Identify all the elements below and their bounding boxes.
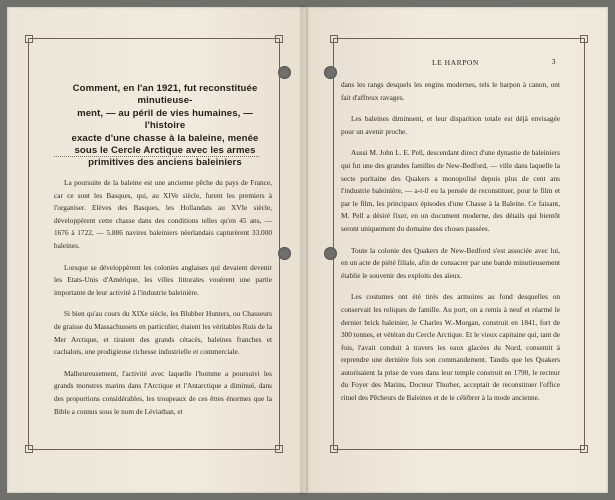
punch-hole xyxy=(278,247,291,260)
paragraph: Malheureusement, l'activité avec laquelle l'homme a poursuivi les grands monstres marins dans l'Arctique et l'Antarctique a diminué, dans des proportions considérables, les troupeaux de ces êtres énormes que la Bible a connus sous le nom de Léviathan, et xyxy=(54,368,272,416)
running-title: LE HARPON xyxy=(432,58,479,67)
paragraph: La poursuite de la baleine est une ancienne pêche du pays de France, car ce sont les Basques, qui, au XIVe siècle, furent les premiers à l'organiser. Elèves des Basques, les Hollandais au XVIe siècle, développèrent cette chasse dans des conditions telles qu'en 45 ans, — 1676 à 1722, — 5.886 navires baleiniers néerlandais capturèrent 33.000 baleines. xyxy=(54,178,272,250)
running-head xyxy=(340,56,560,72)
paragraph: Aussi M. John L. E. Pell, descendant direct d'une dynastie de baleiniers qui fut une des grandes familles de New-Bedford, — ville dans laquelle la secte puritaine des Quakers a monopolisé depuis plus de cent ans l'industrie baleinière, — a-t-il eu la pensée de reconstituer, pour le film et par le film, les principaux épisodes d'une Chasse à la Baleine. Ce faisant, M. Pell a désiré fixer, en un document moderne, des détails qui bientôt seront uniquement du domaine des choses passées. xyxy=(341,148,560,233)
paragraph: Si bien qu'au cours du XIXe siècle, les Blubber Hunters, ou Chasseurs de graisse du Massachussets en particulier, étaient les véritables Rois de la Mer Arctique, et tiraient des grands cétacés, baleines franches et cachalots, une prodigieuse richesse industrielle et commerciale. xyxy=(54,309,272,357)
paragraph: Les costumes ont été tirés des armoires au fond desquelles on conservait les reliques de famille. Au port, on a remis à neuf et réarmé le dernier brick baleinier, le Charles W.-Morgan, construit en 1841, fort de 300 tonnes, et vétéran du Cercle Arctique. Et le vieux capitaine qui, tant de fois, l'avait conduit à travers les eaux glacées du Nord, consentit à reprendre une dernière fois son commandement. Tandis que les Quakers autorisaient la prise de vues dans leur temple construit en 1790, le recteur du Foyer des Marins, Docteur Thurber, acceptait de reconstituer l'office rituel des Pêcheurs de Baleines et de le célébrer à la mode ancienne. xyxy=(341,292,560,403)
dotted-separator xyxy=(54,156,259,157)
title-line: exacte d'une chasse à la baleine, menée xyxy=(71,132,259,144)
title-line: Comment, en l'an 1921, fut reconstituée minutieuse- xyxy=(72,83,258,107)
title-line: sous le Cercle Arctique avec les armes xyxy=(74,145,256,157)
punch-hole xyxy=(324,247,337,260)
paragraph: Les baleines diminuent, et leur disparition totale est déjà envisagée pour un avenir proche. xyxy=(341,114,560,136)
right-body-text xyxy=(341,79,560,414)
page-number: 3 xyxy=(551,57,556,66)
title-line: primitives des anciens baleiniers xyxy=(88,157,242,169)
fold-shadow xyxy=(300,5,310,495)
paragraph: dans les rangs desquels les engins modernes, tels le harpon à canon, ont fait d'affreux ravages. xyxy=(341,80,560,102)
title-line: ment, — au péril de vies humaines, — l'histoire xyxy=(77,107,253,132)
paragraph: Lorsque se développèrent les colonies anglaises qui devaient devenir les Etats-Unis d'Amérique, les villes littorales vouèrent une partie importante de leur activité à l'industrie baleinière. xyxy=(54,262,272,297)
punch-hole xyxy=(278,66,291,79)
left-body-text xyxy=(54,177,272,427)
punch-hole xyxy=(324,66,337,79)
paragraph: Toute la colonie des Quakers de New-Bedford s'est associée avec lui, en un acte de piété filiale, afin de consacrer par une bande minutieusement établie le souvenir des exploits des aïeux. xyxy=(341,245,560,280)
